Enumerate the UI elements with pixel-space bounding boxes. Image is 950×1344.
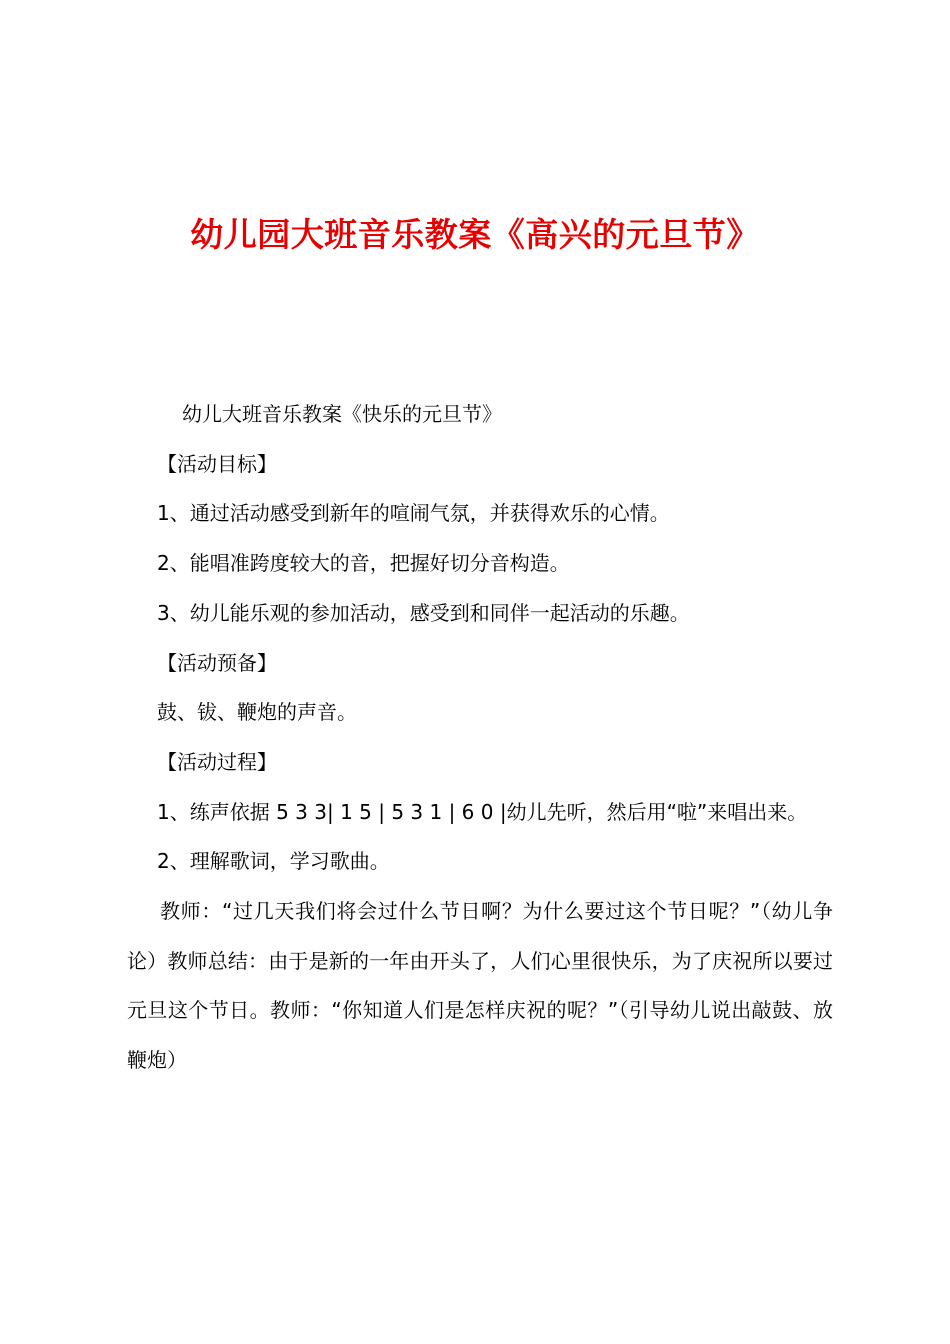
document-title: 幼儿园大班音乐教案《高兴的元旦节》 (190, 215, 760, 254)
section-heading-goals: 【活动目标】 (157, 451, 277, 476)
teacher-dialogue-paragraph: 教师：“过几天我们将会过什么节日啊？为什么要过这个节日呢？”（幼儿争论）教师总结：由于是新的一年由开头了，人们心里很快乐，为了庆祝所以要过元旦这个节日。教师：“你知道人们是怎样庆祝的呢？”（引导幼儿说出敲鼓、放鞭炮） (127, 899, 833, 1073)
section-heading-process: 【活动过程】 (157, 749, 277, 774)
goal-item-1: 1、通过活动感受到新年的喧闹气氛，并获得欢乐的心情。 (157, 501, 670, 526)
goal-item-3: 3、幼儿能乐观的参加活动，感受到和同伴一起活动的乐趣。 (157, 600, 690, 625)
document-body (127, 390, 833, 1086)
process-step-2: 2、理解歌词，学习歌曲。 (157, 849, 390, 874)
preparation-text: 鼓、钹、鞭炮的声音。 (157, 700, 357, 725)
section-heading-preparation: 【活动预备】 (157, 650, 277, 675)
process-step-1: 1、练声依据 5 3 3| 1 5 | 5 3 1 | 6 0 |幼儿先听，然后用“啦”来唱出来。 (157, 799, 808, 824)
subtitle-paragraph: 幼儿大班音乐教案《快乐的元旦节》 (182, 402, 502, 426)
goal-item-2: 2、能唱准跨度较大的音，把握好切分音构造。 (157, 551, 570, 576)
